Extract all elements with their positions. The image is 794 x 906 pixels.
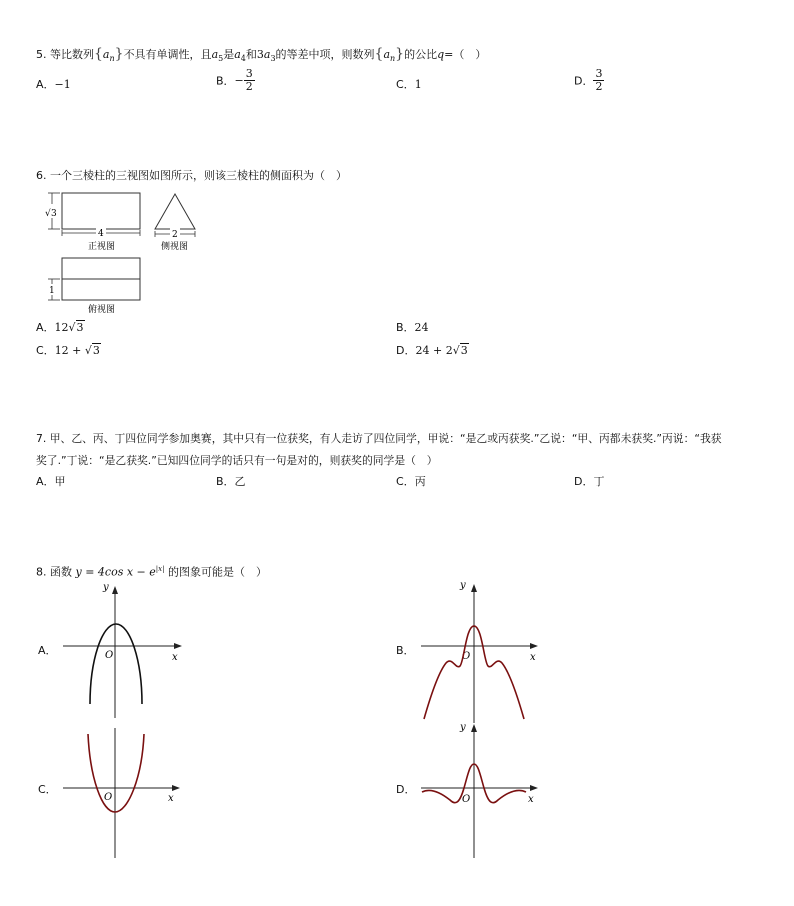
q8-number: 8.: [36, 565, 47, 579]
q7-option-c[interactable]: C．丙: [396, 475, 426, 488]
q8-option-c-label[interactable]: C．: [38, 783, 57, 796]
q7-stem: 7. 甲、乙、丙、丁四位同学参加奥赛，其中只有一位获奖，有人走访了四位同学，甲说：“是乙或丙获奖.”乙说：“甲、丙都未获奖.”丙说：“我获 奖了.”丁说：“是乙获奖.”已知四位同学的话只有一句是对的，则获奖的同学是（ ）: [36, 432, 722, 467]
q8-graph-b[interactable]: [416, 578, 546, 728]
y-axis-arrow-icon: [112, 586, 118, 594]
x-axis-arrow-icon: [530, 785, 538, 791]
height-sqrt3-label: 3: [51, 209, 57, 219]
svg-text:O: O: [462, 794, 471, 805]
svg-text:y: y: [460, 722, 466, 733]
q8-option-b-label[interactable]: B．: [396, 644, 415, 657]
side-width-label: 2: [172, 230, 178, 240]
x-axis-arrow-icon: [174, 643, 182, 649]
svg-text:y: y: [460, 580, 466, 591]
q7-option-b[interactable]: B．乙: [216, 475, 246, 488]
q6-option-c[interactable]: C．12 + √3: [36, 344, 100, 357]
q5-option-b-fraction: $\frac{3}{2}$: [245, 67, 253, 93]
curve-c: [88, 734, 144, 812]
height-sqrt-symbol: √: [45, 209, 51, 219]
svg-text:O: O: [104, 792, 113, 803]
q8-option-d-label[interactable]: D．: [396, 783, 416, 796]
top-view-label: 俯视图: [88, 305, 116, 315]
q6-three-view-figure: [40, 188, 210, 316]
q7-number: 7.: [36, 432, 47, 445]
svg-text:x: x: [528, 794, 534, 805]
x-axis-arrow-icon: [172, 785, 180, 791]
q5-option-d[interactable]: D． $\frac{3}{2}$: [574, 67, 603, 93]
front-view-label: 正视图: [88, 242, 116, 252]
top-depth-label: 1: [49, 286, 55, 296]
q6-number: 6.: [36, 169, 47, 182]
front-length-label: 4: [98, 229, 104, 239]
x-axis-arrow-icon: [530, 643, 538, 649]
q6-option-a[interactable]: A．12√3: [36, 321, 84, 334]
q5-option-c[interactable]: C．1: [396, 78, 422, 91]
q6-option-d[interactable]: D．24 + 2√3: [396, 344, 468, 357]
y-axis-arrow-icon: [471, 584, 477, 592]
q6-stem: 6. 一个三棱柱的三视图如图所示，则该三棱柱的侧面积为（ ）: [36, 169, 347, 182]
svg-text:x: x: [530, 652, 536, 663]
q5-option-a[interactable]: A．−1: [36, 78, 71, 91]
front-view-rect: [62, 193, 140, 229]
q5-number: 5.: [36, 48, 47, 61]
q8-graph-c[interactable]: [58, 728, 188, 860]
side-view-label: 侧视图: [161, 242, 189, 252]
q7-option-d[interactable]: D．丁: [574, 475, 605, 488]
q5-option-b[interactable]: B．− $\frac{3}{2}$: [216, 67, 253, 93]
svg-text:x: x: [168, 793, 174, 804]
svg-text:y: y: [103, 582, 109, 593]
svg-text:O: O: [462, 651, 471, 662]
y-axis-arrow-icon: [471, 724, 477, 732]
q7-option-a[interactable]: A．甲: [36, 475, 66, 488]
q8-graph-d[interactable]: [416, 718, 546, 860]
q8-stem: 8. 函数 y = 4cos $x - e^{|x|}$ 的图象可能是（ ）: [36, 565, 267, 579]
curve-a: [90, 624, 142, 704]
q6-option-b[interactable]: B．24: [396, 321, 429, 334]
q8-graph-a[interactable]: [58, 580, 188, 720]
q5-stem: 5. 等比数列$\{a_n\}$不具有单调性，且$a_5$是$a_4$和$3a_3$的等差中项，则数列$\{a_n\}$的公比q=（ ）: [36, 46, 487, 64]
svg-text:O: O: [105, 650, 114, 661]
svg-text:x: x: [172, 652, 178, 663]
q5-option-d-fraction: $\frac{3}{2}$: [595, 67, 603, 93]
side-view-triangle: [155, 194, 195, 229]
q8-option-a-label[interactable]: A．: [38, 644, 57, 657]
